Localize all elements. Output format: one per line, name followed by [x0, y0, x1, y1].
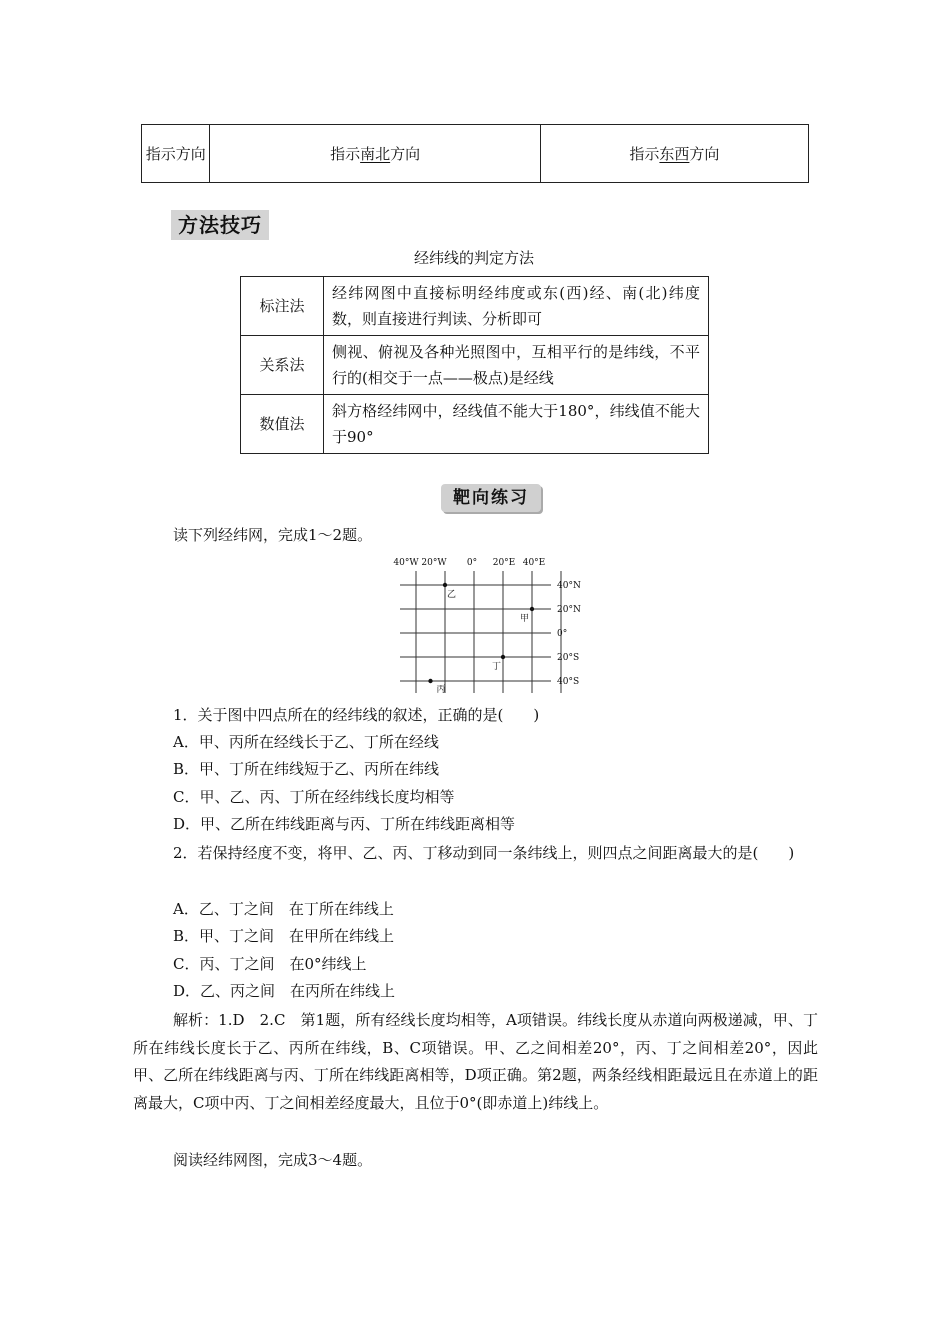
question-1-stem: 1．关于图中四点所在的经纬线的叙述，正确的是( ) — [173, 706, 540, 724]
longitude-labels — [393, 558, 545, 568]
method-tips-heading: 方法技巧 — [171, 210, 269, 240]
point-label: 乙 — [447, 590, 457, 600]
longitude-label: 20°E — [492, 558, 516, 568]
latitude-label: 20°S — [557, 653, 580, 663]
q2-option-c: C．丙、丁之间 在0°纬线上 — [173, 955, 367, 973]
method-table — [240, 276, 709, 454]
point-marker — [428, 679, 432, 683]
latitude-label: 40°S — [557, 677, 580, 687]
point-label: 甲 — [520, 614, 530, 624]
point-marker — [501, 655, 505, 659]
direction-header: 指示方向 — [142, 125, 210, 183]
practice-intro: 读下列经纬网，完成1～2题。 — [173, 526, 373, 544]
method-desc: 斜方格经纬网中，经线值不能大于180°，纬线值不能大于90° — [324, 395, 709, 454]
q2-option-d: D．乙、丙之间 在丙所在纬线上 — [173, 982, 396, 1000]
longitude-direction-cell: 指示南北方向 — [210, 125, 540, 183]
graticule-diagram — [393, 552, 596, 700]
point-label: 丙 — [436, 685, 446, 695]
grid-lines — [400, 571, 561, 693]
longitude-label: 40°W — [393, 558, 419, 568]
analysis-text: 解析：1.D 2.C 第1题，所有经线长度均相等，A项错误。纬线长度从赤道向两极递减，甲、丁所在纬线长度长于乙、丙所在纬线，B、C项错误。甲、乙之间相差20°，丙、丁之间相差20°，因此甲、乙所在纬线距离与丙、丁所在纬线距离相等，D项正确。第2题，两条经线相距最远且在赤道上的距离最大，C项中丙、丁之间相差经度最大，且位于0°(即赤道上)纬线上。 — [133, 1011, 818, 1112]
method-desc: 经纬网图中直接标明经纬度或东(西)经、南(北)纬度数，则直接进行判读、分析即可 — [324, 277, 709, 336]
method-key: 标注法 — [241, 277, 324, 336]
q2-option-b: B．甲、丁之间 在甲所在纬线上 — [173, 927, 395, 945]
grid-points — [428, 583, 534, 695]
practice-badge: 靶向练习 — [441, 484, 541, 512]
longitude-label: 40°E — [522, 558, 546, 568]
q2-option-a: A．乙、丁之间 在丁所在纬线上 — [173, 900, 394, 918]
latitude-label: 40°N — [557, 581, 581, 591]
q1-option-d: D．甲、乙所在纬线距离与丙、丁所在纬线距离相等 — [173, 815, 516, 833]
method-table-title: 经纬线的判定方法 — [413, 249, 534, 267]
latitude-label: 0° — [557, 629, 568, 639]
method-key: 关系法 — [241, 336, 324, 395]
point-marker — [530, 607, 534, 611]
latitude-label: 20°N — [557, 605, 581, 615]
direction-table — [141, 124, 809, 183]
q1-option-c: C．甲、乙、丙、丁所在经纬线长度均相等 — [173, 788, 455, 806]
longitude-label: 0° — [466, 558, 478, 568]
latitude-direction-cell: 指示东西方向 — [540, 125, 808, 183]
method-desc: 侧视、俯视及各种光照图中，互相平行的是纬线，不平行的(相交于一点——极点)是经线 — [324, 336, 709, 395]
point-label: 丁 — [492, 662, 502, 672]
longitude-label: 20°W — [421, 558, 447, 568]
q1-option-b: B．甲、丁所在纬线短于乙、丙所在纬线 — [173, 760, 440, 778]
next-instruction: 阅读经纬网图，完成3～4题。 — [173, 1151, 373, 1169]
point-marker — [443, 583, 447, 587]
q1-option-a: A．甲、丙所在经线长于乙、丁所在经线 — [173, 733, 439, 751]
method-key: 数值法 — [241, 395, 324, 454]
question-2-stem: 2．若保持经度不变，将甲、乙、丙、丁移动到同一条纬线上，则四点之间距离最大的是( ) — [173, 844, 795, 862]
